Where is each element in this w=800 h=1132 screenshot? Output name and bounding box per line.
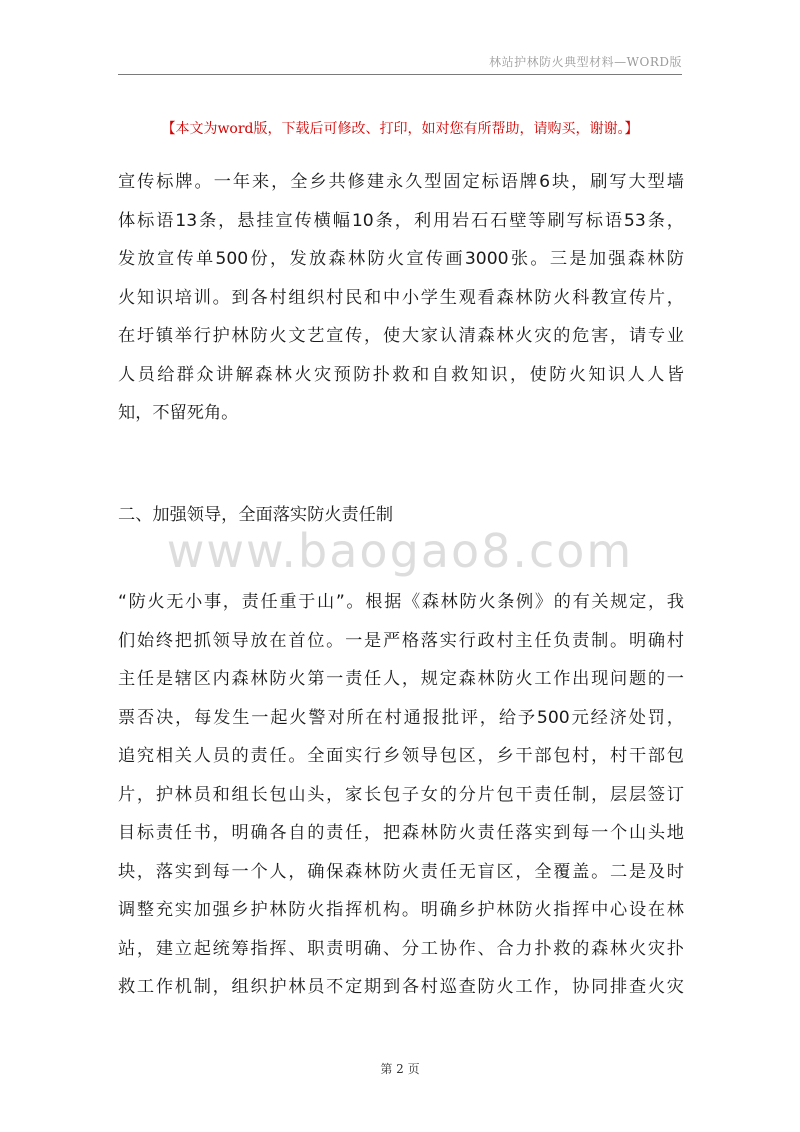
download-notice: 【本文为word版，下载后可修改、打印，如对您有所帮助，请购买，谢谢。】: [161, 121, 639, 137]
text-line: 知，不留死角。: [118, 403, 239, 423]
text-line: 调整充实加强乡护林防火指挥机构。明确乡护林防火指挥中心设在林: [118, 900, 684, 920]
paragraph-1: [118, 163, 684, 433]
header-divider: [118, 74, 682, 75]
text-line: 追究相关人员的责任。全面实行乡领导包区，乡干部包村，村干部包: [118, 746, 684, 766]
text-line: “防火无小事，责任重于山”。根据《森林防火条例》的有关规定，我: [118, 592, 684, 612]
text-line: 们始终把抓领导放在首位。一是严格落实行政村主任负责制。明确村: [118, 630, 684, 651]
text-line: 宣传标牌。一年来，全乡共修建永久型固定标语牌6块，刷写大型墙: [118, 172, 684, 192]
paragraph-2: [118, 583, 684, 1007]
watermark: www.baogao8.com: [166, 524, 634, 578]
text-line: 目标责任书，明确各自的责任，把森林防火责任落实到每一个山头地: [118, 823, 684, 843]
text-line: 火知识培训。到各村组织村民和中小学生观看森林防火科教宣传片，: [118, 287, 684, 308]
text-line: 发放宣传单500份，发放森林防火宣传画3000张。三是加强森林防: [118, 249, 684, 269]
page-number: 第 2 页: [380, 1062, 420, 1076]
text-line: 在圩镇举行护林防火文艺宣传，使大家认清森林火灾的危害，请专业: [118, 326, 684, 346]
text-line: 站，建立起统筹指挥、职责明确、分工协作、合力扑救的森林火灾扑: [118, 938, 684, 959]
text-line: 票否决，每发生一起火警对所在村通报批评，给予500元经济处罚，: [118, 707, 684, 728]
text-line: 块，落实到每一个人，确保森林防火责任无盲区，全覆盖。二是及时: [118, 861, 684, 882]
section-heading-text: 二、加强领导，全面落实防火责任制: [118, 505, 394, 525]
text-line: 主任是辖区内森林防火第一责任人，规定森林防火工作出现问题的一: [118, 669, 684, 689]
text-line: 片，护林员和组长包山头，家长包子女的分片包干责任制，层层签订: [118, 784, 684, 805]
text-line: 人员给群众讲解森林火灾预防扑救和自救知识，使防火知识人人皆: [118, 364, 684, 385]
header-title: 林站护林防火典型材料—WORD版: [489, 55, 682, 69]
text-line: 体标语13条，悬挂宣传横幅10条，利用岩石石壁等刷写标语53条，: [118, 210, 684, 231]
text-line: 救工作机制，组织护林员不定期到各村巡查防火工作，协同排查火灾: [118, 977, 684, 997]
